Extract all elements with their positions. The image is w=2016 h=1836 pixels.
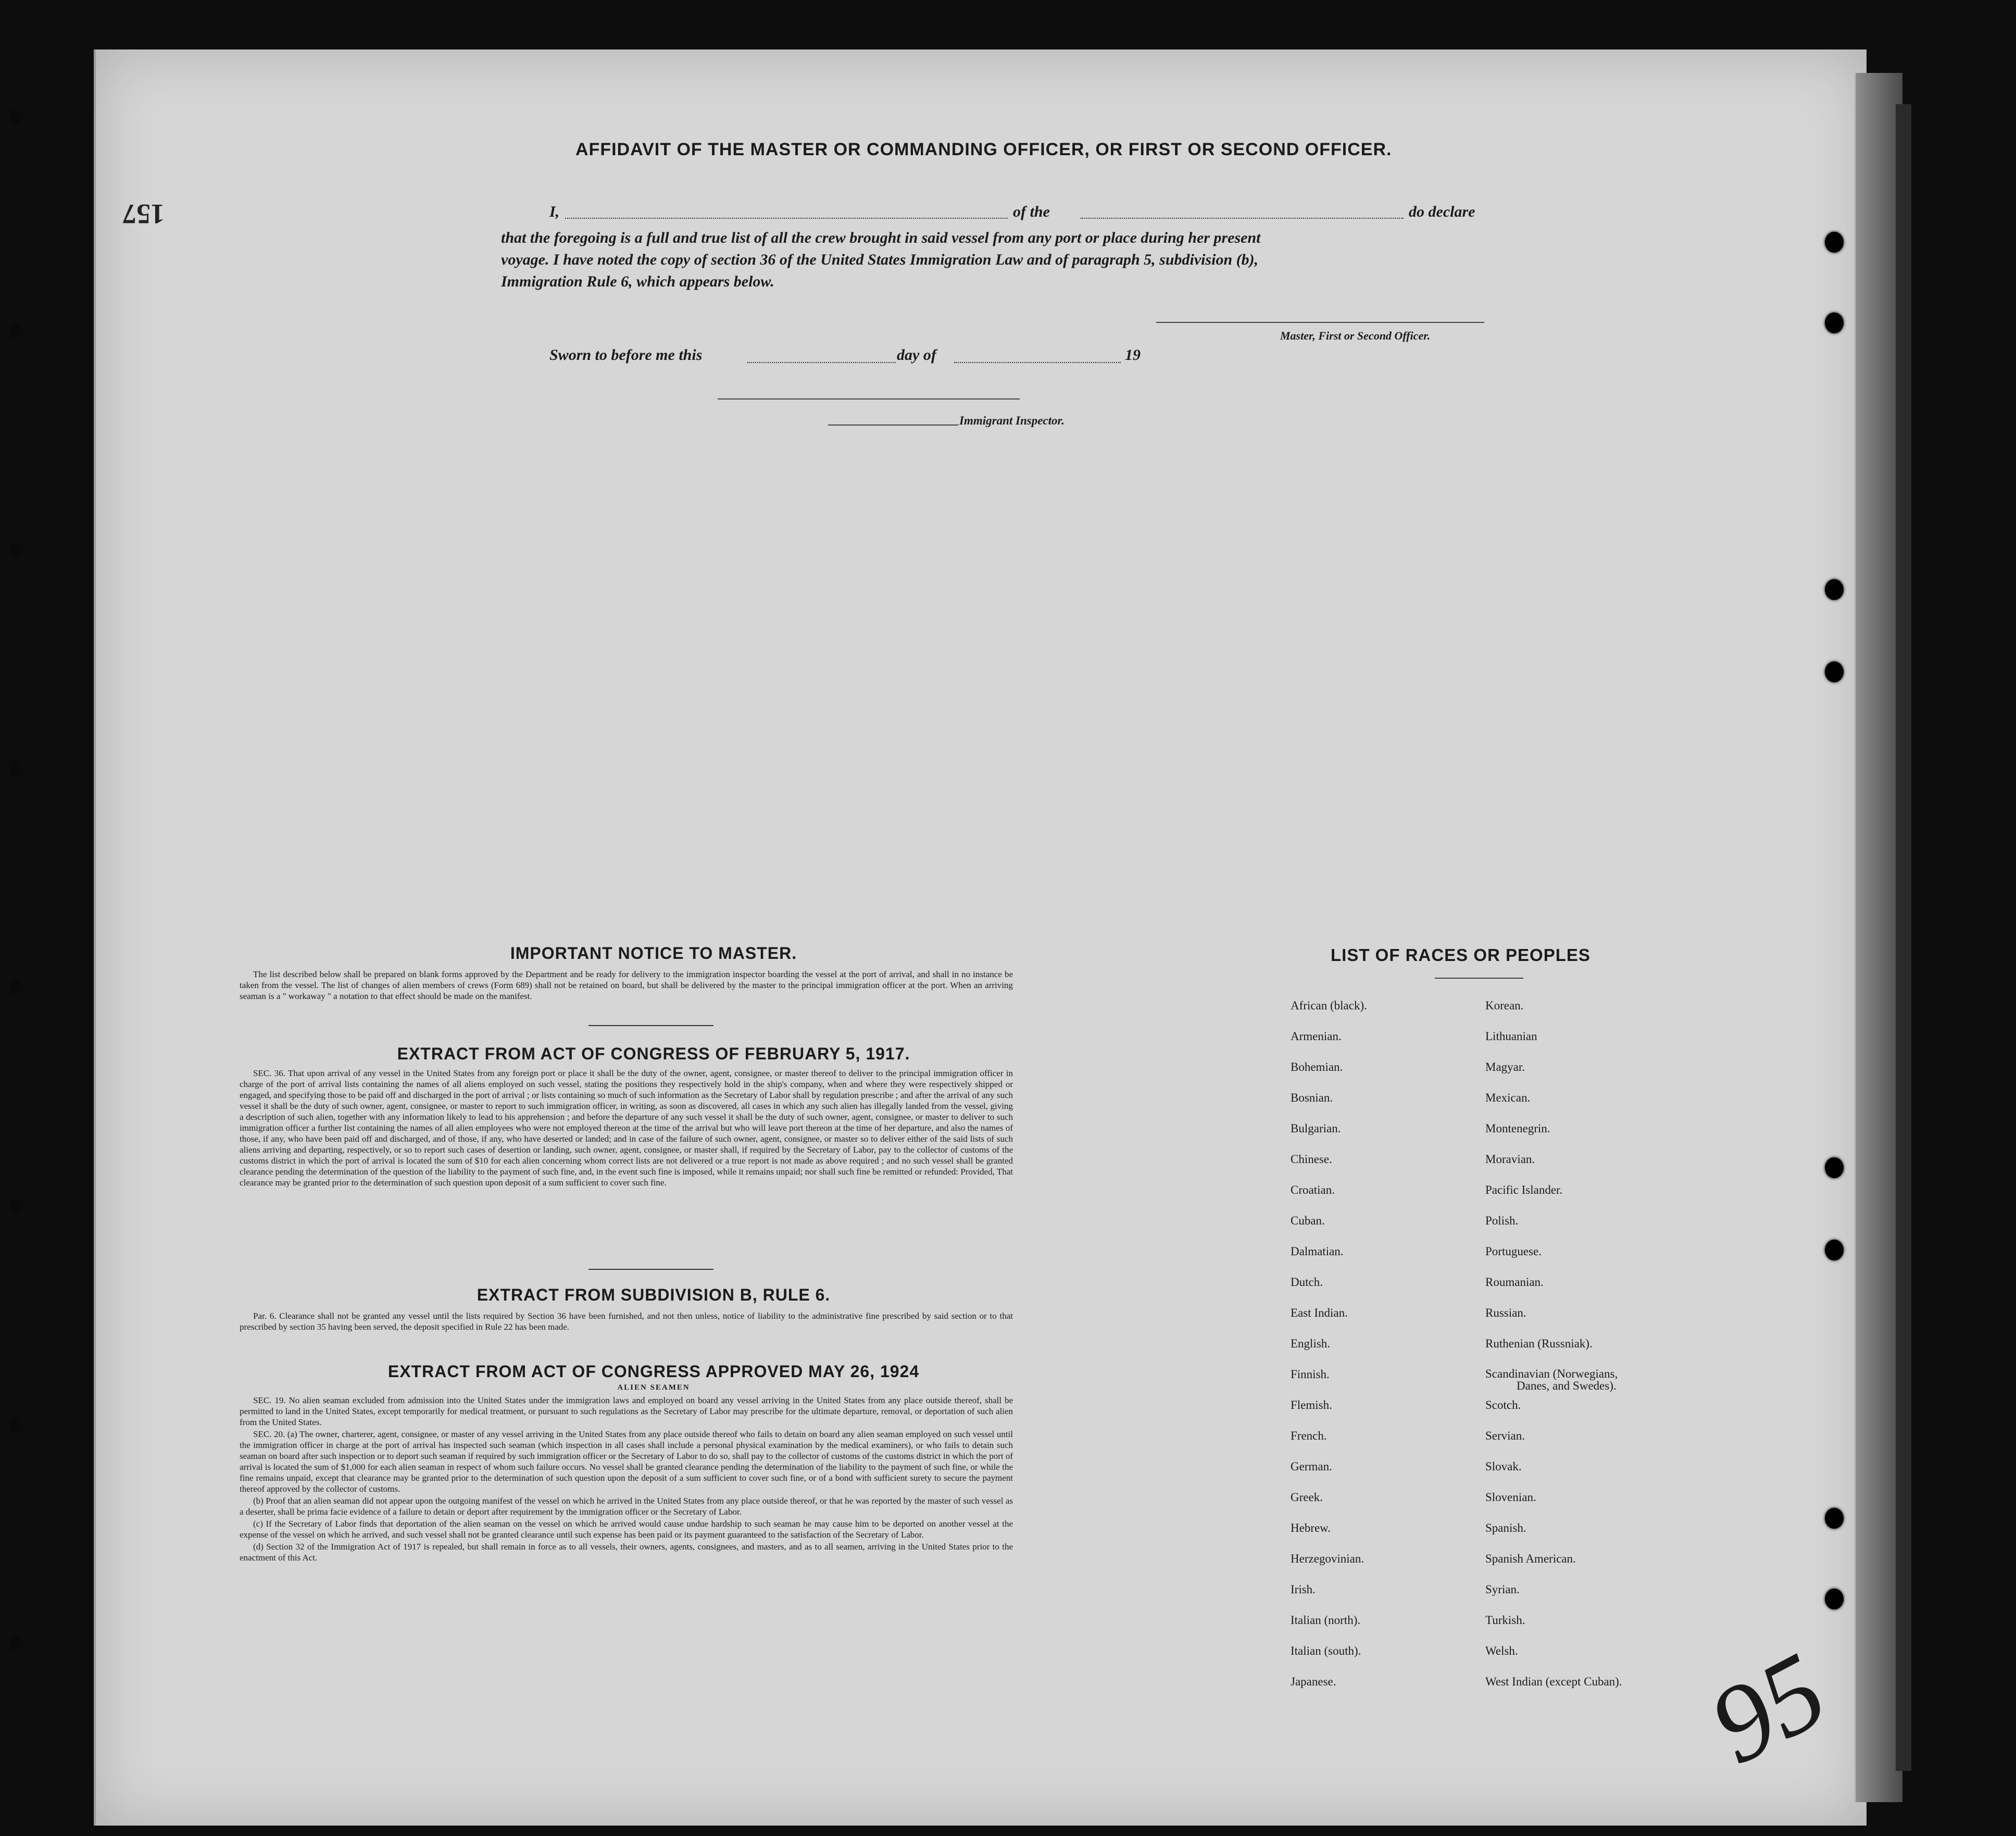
margin-page-number: 157 (122, 198, 165, 230)
alien-seamen-subtitle: ALIEN SEAMEN (617, 1383, 690, 1392)
race-item: Moravian. (1485, 1153, 1535, 1166)
affidavit-of-the: of the (1013, 203, 1050, 220)
binder-hole (1825, 232, 1844, 253)
race-item: Dalmatian. (1291, 1245, 1344, 1258)
race-item: Croatian. (1291, 1183, 1335, 1196)
binder-hole (1825, 661, 1844, 682)
binder-hole (1825, 313, 1844, 333)
film-hole (9, 1417, 21, 1432)
day-of-label: day of (897, 346, 936, 364)
rule6-text: Par. 6. Clearance shall not be granted any vessel until the lists required by Section 36 have been furnished, and not then unless, notice of liability to the administrative fine prescribed by said section or to that prescribed by section 35 having been served, the deposit specified in Rule 22 has been made. (240, 1311, 1013, 1332)
race-item: Hebrew. (1291, 1521, 1331, 1534)
race-item: Cuban. (1291, 1214, 1325, 1227)
affidavit-line-2: that the foregoing is a full and true list of all the crew brought in said vessel from any port or place during her present (501, 229, 1261, 246)
day-blank[interactable] (747, 362, 896, 363)
binder-hole (1825, 1157, 1844, 1178)
race-item: Bulgarian. (1291, 1122, 1341, 1135)
race-item: Servian. (1485, 1429, 1525, 1442)
inspector-rule (718, 398, 1020, 399)
vessel-blank[interactable] (1081, 218, 1404, 219)
film-hole (9, 323, 21, 339)
race-item: Pacific Islander. (1485, 1183, 1563, 1196)
race-item: Slovenian. (1485, 1491, 1536, 1504)
race-item: Bohemian. (1291, 1060, 1343, 1073)
races-right-column (1485, 999, 1622, 1706)
race-item: Lithuanian (1485, 1030, 1537, 1043)
race-item: Welsh. (1485, 1644, 1518, 1657)
inspector-signature-line[interactable] (828, 424, 958, 426)
binder-hole (1825, 1589, 1844, 1609)
binder-hole (1825, 579, 1844, 600)
race-item: Italian (north). (1291, 1614, 1361, 1627)
races-rule (1435, 978, 1523, 979)
notice-title: IMPORTANT NOTICE TO MASTER. (510, 944, 797, 963)
race-item: Slovak. (1485, 1460, 1522, 1473)
section-divider (588, 1025, 713, 1026)
extract-1917-text: SEC. 36. That upon arrival of any vessel in the United States from any foreign port or place it shall be the duty of the owner, agent, consignee, or master thereof to deliver to the principal immigration officer in charge of the port of arrival lists containing the names of all aliens employed on such vessel, stating the positions they respectively hold in the ship's company, when and where they were respectively shipped or engaged, and specifying those to be paid off and discharged in the port of arrival ; or lists containing so much of such information as the Secretary of Labor shall by regulation prescribe ; and after the arrival of any such vessel it shall be the duty of such owner, agent, consignee, or master to report to such immigration officer, in writing, as soon as discovered, all cases in which any such alien has illegally landed from the vessel, giving a description of such alien, together with any information likely to lead to his apprehension ; and before the departure of any such vessel it shall be the duty of such owner, agent, consignee, or master to deliver to such immigration officer a further list containing the names of all alien employees who were not employed thereon at the time of the arrival but who will leave port thereon at the time of her departure, and also the names of those, if any, who have been paid off and discharged, and of those, if any, who have deserted or landed; and in case of the failure of such owner, agent, consignee, or master so to deliver either of the said lists of such aliens arriving and departing, respectively, or so to report such cases of desertion or landing, such owner, agent, consignee, or master shall, if required by the Secretary of Labor, pay to the collector of customs of the customs district in which the port of arrival is located the sum of $10 for each alien concerning whom correct lists are not delivered or a true report is not made as above required ; and no such vessel shall be granted clearance pending the determination of the question of the liability to the payment of such fine, and, in the event such fine is imposed, while it remains unpaid; nor shall such fine be remitted or refunded: Provided, That clearance may be granted prior to the determination of such question upon deposit of a sum sufficient to cover such fine. (240, 1068, 1013, 1188)
race-item: Turkish. (1485, 1614, 1525, 1627)
binder-hole (1825, 1240, 1844, 1260)
race-item: Flemish. (1291, 1398, 1332, 1412)
handwritten-number: 95 (1691, 1629, 1845, 1788)
race-item: Irish. (1291, 1583, 1316, 1596)
races-title: LIST OF RACES OR PEOPLES (1331, 945, 1591, 965)
film-hole (9, 109, 21, 125)
race-item: Finnish. (1291, 1368, 1330, 1381)
race-item: Scandinavian (Norwegians, Danes, and Swedes). (1485, 1367, 1618, 1392)
rule6-title: EXTRACT FROM SUBDIVISION B, RULE 6. (477, 1285, 831, 1304)
race-item: Syrian. (1485, 1583, 1520, 1596)
race-item: German. (1291, 1460, 1332, 1473)
inspector-label: Immigrant Inspector. (959, 414, 1065, 427)
race-item: Portuguese. (1485, 1245, 1542, 1258)
race-item: Chinese. (1291, 1153, 1332, 1166)
section-divider (588, 1269, 713, 1270)
race-item: Russian. (1485, 1306, 1526, 1319)
year-prefix: 19 (1125, 346, 1141, 364)
race-item: Greek. (1291, 1491, 1323, 1504)
film-hole (9, 760, 21, 776)
affidavit-line-4: Immigration Rule 6, which appears below. (501, 273, 774, 290)
races-left-column (1291, 999, 1367, 1706)
race-item: Korean. (1485, 999, 1524, 1012)
race-item: Dutch. (1291, 1276, 1323, 1289)
race-item: Scotch. (1485, 1398, 1521, 1412)
race-item: Armenian. (1291, 1030, 1342, 1043)
film-hole (9, 1635, 21, 1651)
notice-text: The list described below shall be prepared on blank forms approved by the Department and be ready for delivery to the immigration inspector boarding the vessel at the port of arrival, and shall in no instance be taken from the vessel. The list of changes of alien members of crews (Form 689) shall not be retained on board, but shall be delivered by the master to the principal immigration officer at the port. When an arriving seaman is a " workaway " a notation to that effect should be made on the manifest. (240, 969, 1013, 1001)
race-item: Roumanian. (1485, 1276, 1544, 1289)
race-item: Spanish. (1485, 1521, 1526, 1534)
race-item: Mexican. (1485, 1091, 1531, 1104)
affidavit-i: I, (549, 203, 560, 220)
race-item: French. (1291, 1429, 1327, 1442)
extract-1924-title: EXTRACT FROM ACT OF CONGRESS APPROVED MAY 26, 1924 (387, 1362, 920, 1381)
race-item: Montenegrin. (1485, 1122, 1550, 1135)
race-item: Ruthenian (Russniak). (1485, 1337, 1593, 1350)
race-item: English. (1291, 1337, 1331, 1350)
master-signature-line[interactable] (1156, 322, 1484, 323)
film-hole (9, 979, 21, 995)
affidavit-line-3: voyage. I have noted the copy of section 36 of the United States Immigration Law and of paragraph 5, subdivision (b), (501, 251, 1259, 268)
race-item: West Indian (except Cuban). (1485, 1675, 1622, 1688)
race-item: Herzegovinian. (1291, 1552, 1364, 1565)
race-item: Japanese. (1291, 1675, 1336, 1688)
race-item: East Indian. (1291, 1306, 1348, 1319)
race-item: Magyar. (1485, 1060, 1525, 1073)
film-hole (9, 542, 21, 557)
binder-hole (1825, 1508, 1844, 1529)
film-hole (9, 1198, 21, 1214)
race-item: Polish. (1485, 1214, 1519, 1227)
master-label: Master, First or Second Officer. (1280, 329, 1431, 342)
race-item: African (black). (1291, 999, 1367, 1012)
sworn-label: Sworn to before me this (549, 346, 703, 364)
page-edge-dark (1896, 104, 1911, 1771)
race-item: Bosnian. (1291, 1091, 1333, 1104)
extract-1917-title: EXTRACT FROM ACT OF CONGRESS OF FEBRUARY 5, 1917. (397, 1044, 910, 1063)
extract-1924-text: SEC. 19. No alien seaman excluded from admission into the United States under the immigration laws and employed on board any vessel arriving in the United States from any place outside thereof, shall be permitted to land in the United States, except temporarily for medical treatment, or pursuant to such regulations as the Secretary of Labor may prescribe for the ultimate departure, removal, or deportation of such alien from the United States. SEC. 20. (a) The owner, charterer, agent, consignee, or master of any vessel arriving in the United States from any place outside thereof who fails to detain on board any alien seaman employed on such vessel until the immigration officer in charge at the port of arrival has inspected such seaman (which inspection in all cases shall include a personal physical examination by the medical examiners), or who fails to detain such seaman on board after such inspection or to deport such seaman if required by such immigration officer or the Secretary of Labor to do so, shall pay to the collector of customs of the customs district in which the port of arrival is located the sum of $1,000 for each alien seaman in respect of whom such failure occurs. No vessel shall be granted clearance pending the determination of the liability to the payment of such fine, or while the fine remains unpaid, except that clearance may be granted prior to the determination of such question upon the deposit of a sum sufficient to cover such fine, or of a bond with sufficient surety to secure the payment thereof approved by the collector of customs. (b) Proof that an alien seaman did not appear upon the outgoing manifest of the vessel on which he arrived in the United States from any place outside thereof, or that he was reported by the master of such vessel as a deserter, shall be prima facie evidence of a failure to detain or deport after requirement by the immigration officer or the Secretary of Labor. (c) If the Secretary of Labor finds that deportation of the alien seaman on the vessel on which he arrived would cause undue hardship to such seaman he may cause him to be deported on another vessel at the expense of the vessel on which he arrived, and such vessel shall not be granted clearance until such expense has been paid or its payment guaranteed to the satisfaction of the Secretary of Labor. (d) Section 32 of the Immigration Act of 1917 is repealed, but shall remain in force as to all vessels, their owners, agents, consignees, and masters, and as to all seamen, arriving in the United States prior to the enactment of this Act. (240, 1395, 1013, 1563)
race-item: Spanish American. (1485, 1552, 1576, 1565)
name-blank[interactable] (565, 218, 1008, 219)
race-item: Italian (south). (1291, 1644, 1361, 1657)
affidavit-do-declare: do declare (1409, 203, 1475, 220)
affidavit-title: AFFIDAVIT OF THE MASTER OR COMMANDING OFFICER, OR FIRST OR SECOND OFFICER. (575, 140, 1392, 159)
month-blank[interactable] (954, 362, 1121, 363)
